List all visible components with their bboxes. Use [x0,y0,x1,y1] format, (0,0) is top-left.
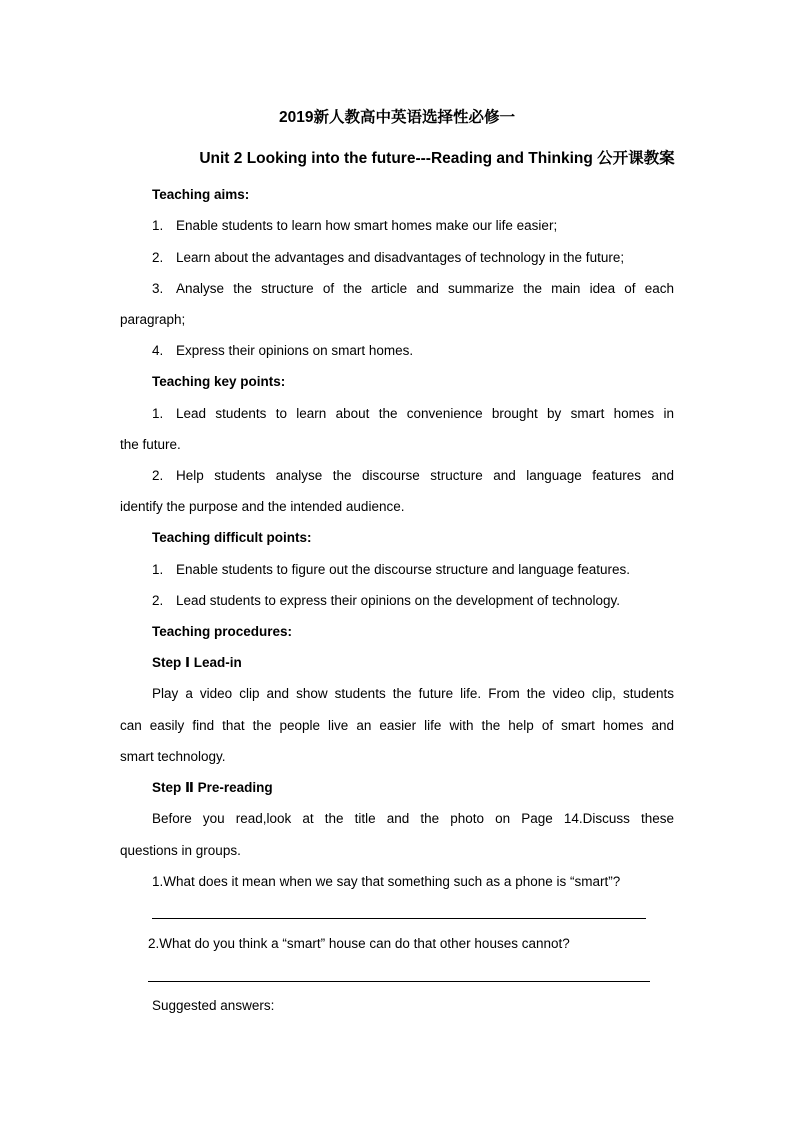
aim-item-3 [152,280,674,298]
step2-paragraph-line-2: questions in groups. [120,843,241,858]
teaching-aims-heading: Teaching aims: [152,187,250,202]
difficult-point-item-2 [152,592,620,610]
key-point-text: Lead students to learn about the convenience brought by smart homes in [176,406,674,421]
aim-item-3-continuation: paragraph; [120,312,186,327]
procedures-heading: Teaching procedures: [152,624,293,639]
suggested-answers-label: Suggested answers: [152,998,275,1013]
document-subtitle: Unit 2 Looking into the future---Reading and Thinking 公开课教案 [199,150,675,167]
aim-number: 2. [152,250,164,265]
aim-item-4 [152,342,413,360]
key-point-item-2 [152,467,674,485]
aim-number: 1. [152,218,164,233]
aim-item-1 [152,217,557,235]
key-point-item-2-continuation: identify the purpose and the intended audience. [120,499,405,514]
step1-paragraph-line-1: Play a video clip and show students the future life. From the video clip, students [152,686,674,701]
step2-paragraph-line-1: Before you read,look at the title and the photo on Page 14.Discuss these [152,811,674,826]
difficult-point-text: Lead students to express their opinions on the development of technology. [176,593,621,608]
answer-line-1[interactable] [152,918,646,919]
difficult-point-number: 1. [152,562,164,577]
aim-text: Enable students to learn how smart homes make our life easier; [176,218,558,233]
step2-heading: Step Ⅱ Pre-reading [152,780,273,795]
step1-paragraph-line-2: can easily find that the people live an easier life with the help of smart homes and [120,718,674,733]
key-point-number: 1. [152,406,164,421]
key-point-item-1-continuation: the future. [120,437,181,452]
step1-paragraph-line-3: smart technology. [120,749,226,764]
step1-heading: Step Ⅰ Lead-in [152,655,242,670]
question-2: 2.What do you think a “smart” house can do that other houses cannot? [148,936,570,951]
key-point-item-1 [152,405,674,423]
difficult-point-item-1 [152,561,630,579]
answer-line-2[interactable] [148,981,650,982]
difficult-points-heading: Teaching difficult points: [152,530,312,545]
question-1: 1.What does it mean when we say that something such as a phone is “smart”? [152,874,621,889]
aim-item-2 [152,249,624,267]
aim-text: Learn about the advantages and disadvantages of technology in the future; [176,250,625,265]
difficult-point-number: 2. [152,593,164,608]
key-point-text: Help students analyse the discourse structure and language features and [176,468,674,483]
difficult-point-text: Enable students to figure out the discourse structure and language features. [176,562,631,577]
aim-text: Analyse the structure of the article and summarize the main idea of each [176,281,674,296]
document-title: 2019新人教高中英语选择性必修一 [279,109,515,126]
key-points-heading: Teaching key points: [152,374,286,389]
aim-number: 3. [152,281,164,296]
aim-text: Express their opinions on smart homes. [176,343,414,358]
key-point-number: 2. [152,468,164,483]
aim-number: 4. [152,343,164,358]
